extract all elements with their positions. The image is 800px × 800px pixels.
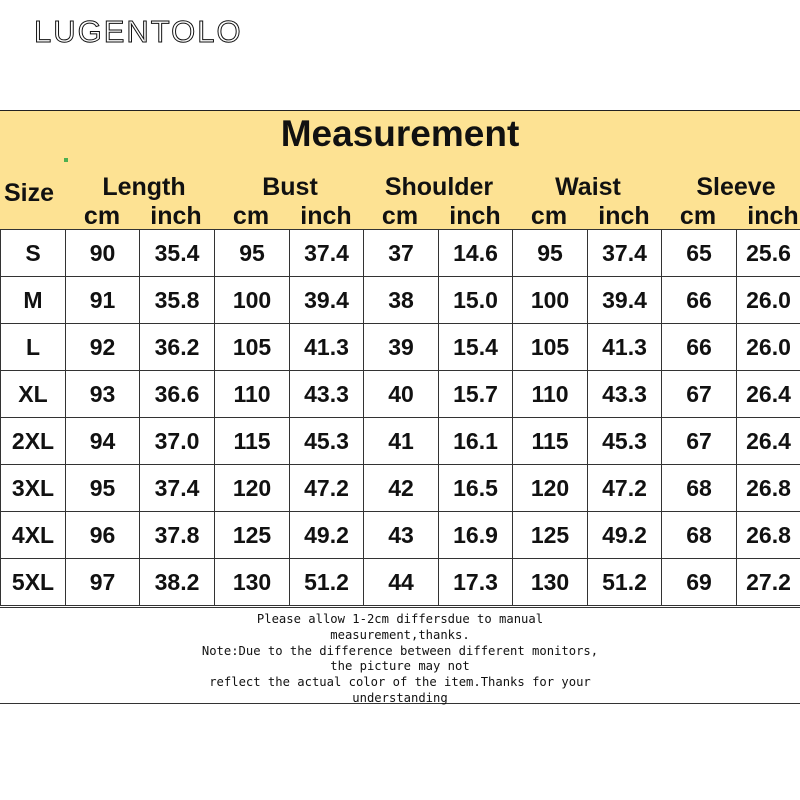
table-row	[1, 559, 800, 606]
group-header-waist: Waist	[555, 173, 621, 201]
measurement-cell: 130	[513, 559, 588, 606]
table-row	[1, 230, 800, 277]
measurement-cell: 115	[513, 418, 588, 465]
measurement-cell: 65	[662, 230, 737, 277]
decorative-dot	[64, 158, 68, 162]
measurement-cell: 41	[364, 418, 439, 465]
table-row	[1, 512, 800, 559]
measurement-cell: 120	[513, 465, 588, 512]
note-line: Note:Due to the difference between different monitors,	[201, 643, 599, 658]
measurement-cell: 16.1	[439, 418, 513, 465]
measurement-cell: 35.8	[140, 277, 215, 324]
measurement-cell: 100	[513, 277, 588, 324]
measurement-cell: 100	[215, 277, 290, 324]
measurement-cell: 25.6	[737, 230, 800, 277]
unit-header-cm: cm	[232, 202, 270, 230]
unit-header-inch: inch	[747, 202, 799, 230]
table-header	[0, 110, 800, 230]
note-line: Please allow 1-2cm differsdue to manual	[256, 612, 544, 626]
measurement-cell: 37.4	[140, 465, 215, 512]
size-cell: XL	[1, 371, 66, 418]
note-line: reflect the actual color of the item.Thanks for your	[209, 675, 591, 690]
group-header-length: Length	[102, 173, 186, 201]
measurement-cell: 42	[364, 465, 439, 512]
measurement-cell: 49.2	[588, 512, 662, 559]
measurement-cell: 16.9	[439, 512, 513, 559]
measurement-cell: 95	[215, 230, 290, 277]
measurement-cell: 45.3	[588, 418, 662, 465]
measurement-cell: 94	[66, 418, 140, 465]
table-title: Measurement	[280, 113, 520, 154]
size-cell: M	[1, 277, 66, 324]
measurement-cell: 68	[662, 465, 737, 512]
group-header-sleeve: Sleeve	[696, 173, 776, 201]
note-line: measurement,thanks.	[330, 627, 470, 642]
measurement-cell: 125	[513, 512, 588, 559]
size-cell: 2XL	[1, 418, 66, 465]
measurement-cell: 96	[66, 512, 140, 559]
measurement-cell: 43.3	[588, 371, 662, 418]
unit-header-cm: cm	[679, 202, 717, 230]
measurement-cell: 40	[364, 371, 439, 418]
measurement-cell: 95	[513, 230, 588, 277]
size-cell: S	[1, 230, 66, 277]
note-text	[0, 608, 800, 707]
measurement-cell: 26.8	[737, 512, 800, 559]
measurement-cell: 110	[215, 371, 290, 418]
measurement-cell: 67	[662, 371, 737, 418]
measurement-cell: 37.8	[140, 512, 215, 559]
size-table	[0, 229, 800, 606]
measurement-cell: 15.4	[439, 324, 513, 371]
unit-header-inch: inch	[449, 202, 501, 230]
measurement-cell: 68	[662, 512, 737, 559]
measurement-cell: 97	[66, 559, 140, 606]
brand-logo: LUGENTOLO	[34, 14, 243, 49]
measurement-cell: 26.0	[737, 277, 800, 324]
table-row	[1, 418, 800, 465]
measurement-cell: 45.3	[290, 418, 364, 465]
measurement-cell: 125	[215, 512, 290, 559]
measurement-cell: 130	[215, 559, 290, 606]
measurement-cell: 39.4	[290, 277, 364, 324]
measurement-cell: 26.8	[737, 465, 800, 512]
unit-header-inch: inch	[598, 202, 650, 230]
measurement-cell: 26.0	[737, 324, 800, 371]
size-cell: 4XL	[1, 512, 66, 559]
measurement-cell: 41.3	[588, 324, 662, 371]
measurement-cell: 91	[66, 277, 140, 324]
measurement-cell: 37.4	[588, 230, 662, 277]
unit-header-cm: cm	[530, 202, 568, 230]
measurement-cell: 15.0	[439, 277, 513, 324]
measurement-cell: 27.2	[737, 559, 800, 606]
table-row	[1, 465, 800, 512]
group-header-bust: Bust	[262, 173, 318, 201]
measurement-cell: 43	[364, 512, 439, 559]
measurement-cell: 93	[66, 371, 140, 418]
measurement-cell: 115	[215, 418, 290, 465]
measurement-cell: 26.4	[737, 418, 800, 465]
size-cell: 5XL	[1, 559, 66, 606]
measurement-cell: 43.3	[290, 371, 364, 418]
note-line: understanding	[352, 690, 448, 705]
measurement-cell: 67	[662, 418, 737, 465]
group-header-shoulder: Shoulder	[384, 173, 494, 201]
measurement-cell: 95	[66, 465, 140, 512]
unit-header-cm: cm	[381, 202, 419, 230]
measurement-cell: 35.4	[140, 230, 215, 277]
measurement-cell: 37.4	[290, 230, 364, 277]
measurement-cell: 36.2	[140, 324, 215, 371]
measurement-cell: 47.2	[290, 465, 364, 512]
measurement-cell: 17.3	[439, 559, 513, 606]
measurement-cell: 49.2	[290, 512, 364, 559]
measurement-cell: 69	[662, 559, 737, 606]
measurement-cell: 38.2	[140, 559, 215, 606]
measurement-cell: 44	[364, 559, 439, 606]
measurement-cell: 120	[215, 465, 290, 512]
measurement-cell: 92	[66, 324, 140, 371]
measurement-cell: 39.4	[588, 277, 662, 324]
measurement-cell: 90	[66, 230, 140, 277]
measurement-cell: 37.0	[140, 418, 215, 465]
measurement-cell: 15.7	[439, 371, 513, 418]
table-row	[1, 324, 800, 371]
measurement-cell: 66	[662, 277, 737, 324]
unit-header-cm: cm	[83, 202, 121, 230]
note-line: the picture may not	[330, 659, 470, 674]
measurement-cell: 105	[215, 324, 290, 371]
measurement-cell: 38	[364, 277, 439, 324]
measurement-cell: 66	[662, 324, 737, 371]
table-row	[1, 277, 800, 324]
measurement-cell: 51.2	[290, 559, 364, 606]
size-cell: 3XL	[1, 465, 66, 512]
table-row	[1, 371, 800, 418]
size-column-header: Size	[3, 179, 55, 207]
measurement-cell: 37	[364, 230, 439, 277]
unit-header-inch: inch	[150, 202, 202, 230]
measurement-cell: 41.3	[290, 324, 364, 371]
measurement-cell: 105	[513, 324, 588, 371]
note-box	[0, 607, 800, 704]
measurement-cell: 39	[364, 324, 439, 371]
measurement-cell: 51.2	[588, 559, 662, 606]
measurement-cell: 16.5	[439, 465, 513, 512]
measurement-cell: 110	[513, 371, 588, 418]
size-cell: L	[1, 324, 66, 371]
unit-header-inch: inch	[300, 202, 352, 230]
measurement-cell: 47.2	[588, 465, 662, 512]
measurement-cell: 14.6	[439, 230, 513, 277]
measurement-cell: 26.4	[737, 371, 800, 418]
measurement-cell: 36.6	[140, 371, 215, 418]
